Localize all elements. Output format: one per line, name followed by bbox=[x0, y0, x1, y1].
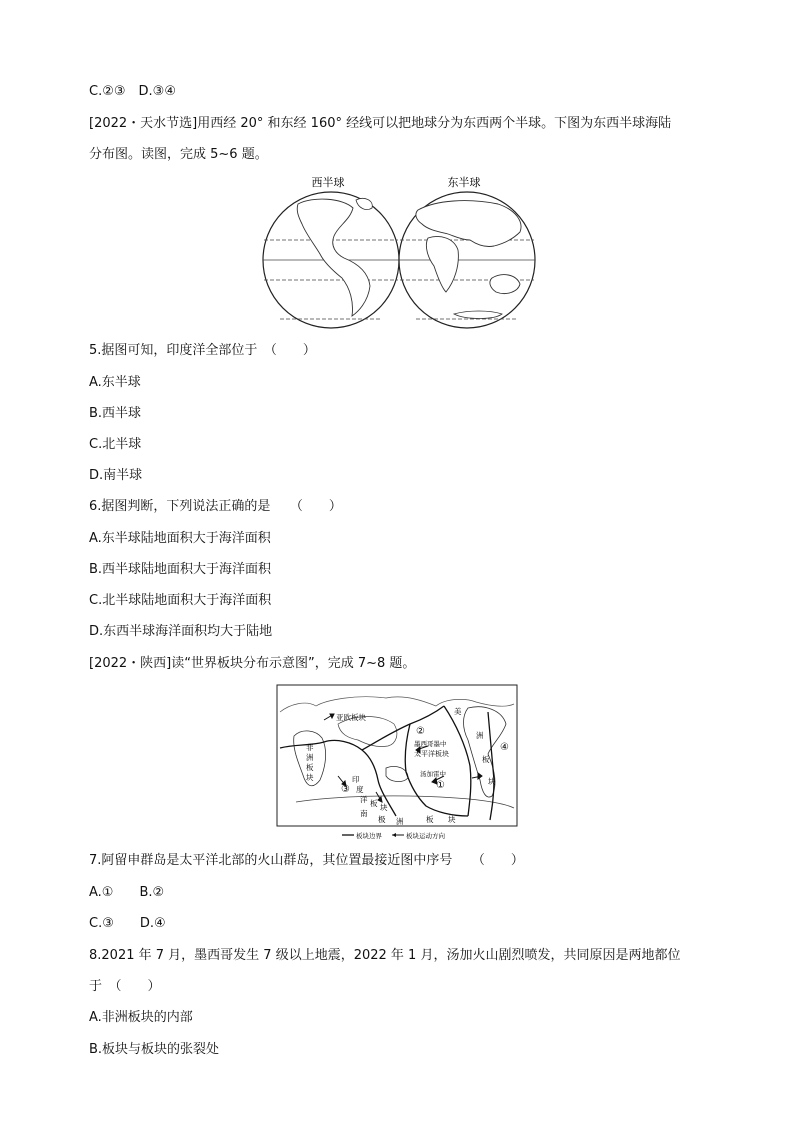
east-hemisphere-label: 东半球 bbox=[447, 176, 481, 189]
q7-stem: 7.阿留申群岛是太平洋北部的火山群岛，其位置最接近图中序号 （ ） bbox=[89, 853, 524, 868]
label-african-4: 块 bbox=[306, 773, 314, 782]
intro-plates: [2022・陕西]读“世界板块分布示意图”，完成 7~8 题。 bbox=[89, 656, 416, 671]
q6-stem: 6.据图判断，下列说法正确的是 （ ） bbox=[89, 499, 342, 514]
q5-option-c: C.北半球 bbox=[89, 437, 142, 452]
q4-options: C.②③ D.③④ bbox=[89, 84, 176, 99]
label-indian-4: 板 bbox=[370, 799, 378, 808]
east-hemisphere-globe bbox=[399, 192, 535, 328]
label-mexico: 墨西哥墨中 bbox=[414, 740, 447, 748]
q5-stem: 5.据图可知，印度洋全部位于 （ ） bbox=[89, 343, 316, 358]
label-american-4: 块 bbox=[488, 777, 496, 786]
q8-option-a: A.非洲板块的内部 bbox=[89, 1010, 193, 1025]
label-african-1: 非 bbox=[306, 743, 314, 752]
q6-option-c: C.北半球陆地面积大于海洋面积 bbox=[89, 593, 272, 608]
label-african-3: 板 bbox=[306, 763, 314, 772]
marker-3: ③ bbox=[341, 784, 350, 795]
plate-map bbox=[276, 684, 520, 840]
intro-hemisphere-line1: [2022・天水节选]用西经 20° 和东经 160° 经线可以把地球分为东西两个半球。下图为东西半球海陆 bbox=[89, 116, 672, 131]
label-african-2: 洲 bbox=[306, 753, 314, 762]
q5-option-d: D.南半球 bbox=[89, 468, 143, 483]
marker-4: ④ bbox=[500, 742, 509, 753]
label-pacific-plate: 太平洋板块 bbox=[414, 750, 449, 758]
label-american-1: 美 bbox=[454, 707, 462, 716]
west-hemisphere-globe bbox=[263, 192, 399, 328]
legend-boundary: 板块边界 bbox=[356, 832, 382, 840]
label-tonga: 汤加雷中 bbox=[420, 770, 446, 778]
label-antarctic-3: 洲 bbox=[396, 817, 404, 826]
q7-options-ab: A.① B.② bbox=[89, 885, 165, 900]
label-antarctic-1: 南 bbox=[360, 809, 368, 818]
marker-2: ② bbox=[416, 726, 425, 737]
q6-option-d: D.东西半球海洋面积均大于陆地 bbox=[89, 624, 273, 639]
label-antarctic-4: 板 bbox=[426, 815, 434, 824]
q5-option-a: A.东半球 bbox=[89, 375, 141, 390]
label-eurasian-plate: 亚欧板块 bbox=[336, 713, 366, 722]
label-antarctic-2: 极 bbox=[378, 815, 386, 824]
hemisphere-map bbox=[258, 174, 542, 330]
label-american-3: 板 bbox=[482, 755, 490, 764]
west-hemisphere-label: 西半球 bbox=[311, 176, 345, 189]
q6-option-b: B.西半球陆地面积大于海洋面积 bbox=[89, 562, 272, 577]
label-indian-3: 洋 bbox=[360, 795, 368, 804]
plate-legend bbox=[342, 831, 446, 840]
q8-stem-line2: 于 （ ） bbox=[89, 979, 161, 994]
label-indian-1: 印 bbox=[352, 775, 360, 784]
q8-stem-line1: 8.2021 年 7 月，墨西哥发生 7 级以上地震，2022 年 1 月，汤加火山剧烈喷发，共同原因是两地都位 bbox=[89, 948, 681, 963]
q8-option-b: B.板块与板块的张裂处 bbox=[89, 1042, 220, 1057]
q7-options-cd: C.③ D.④ bbox=[89, 916, 166, 931]
intro-hemisphere-line2: 分布图。读图，完成 5~6 题。 bbox=[89, 147, 268, 162]
marker-1: ① bbox=[436, 780, 445, 791]
label-american-2: 洲 bbox=[476, 731, 484, 740]
label-antarctic-5: 块 bbox=[448, 815, 456, 824]
label-indian-2: 度 bbox=[356, 785, 364, 794]
q6-option-a: A.东半球陆地面积大于海洋面积 bbox=[89, 531, 271, 546]
label-indian-5: 块 bbox=[380, 803, 388, 812]
legend-motion: 板块运动方向 bbox=[406, 832, 445, 840]
q5-option-b: B.西半球 bbox=[89, 406, 142, 421]
